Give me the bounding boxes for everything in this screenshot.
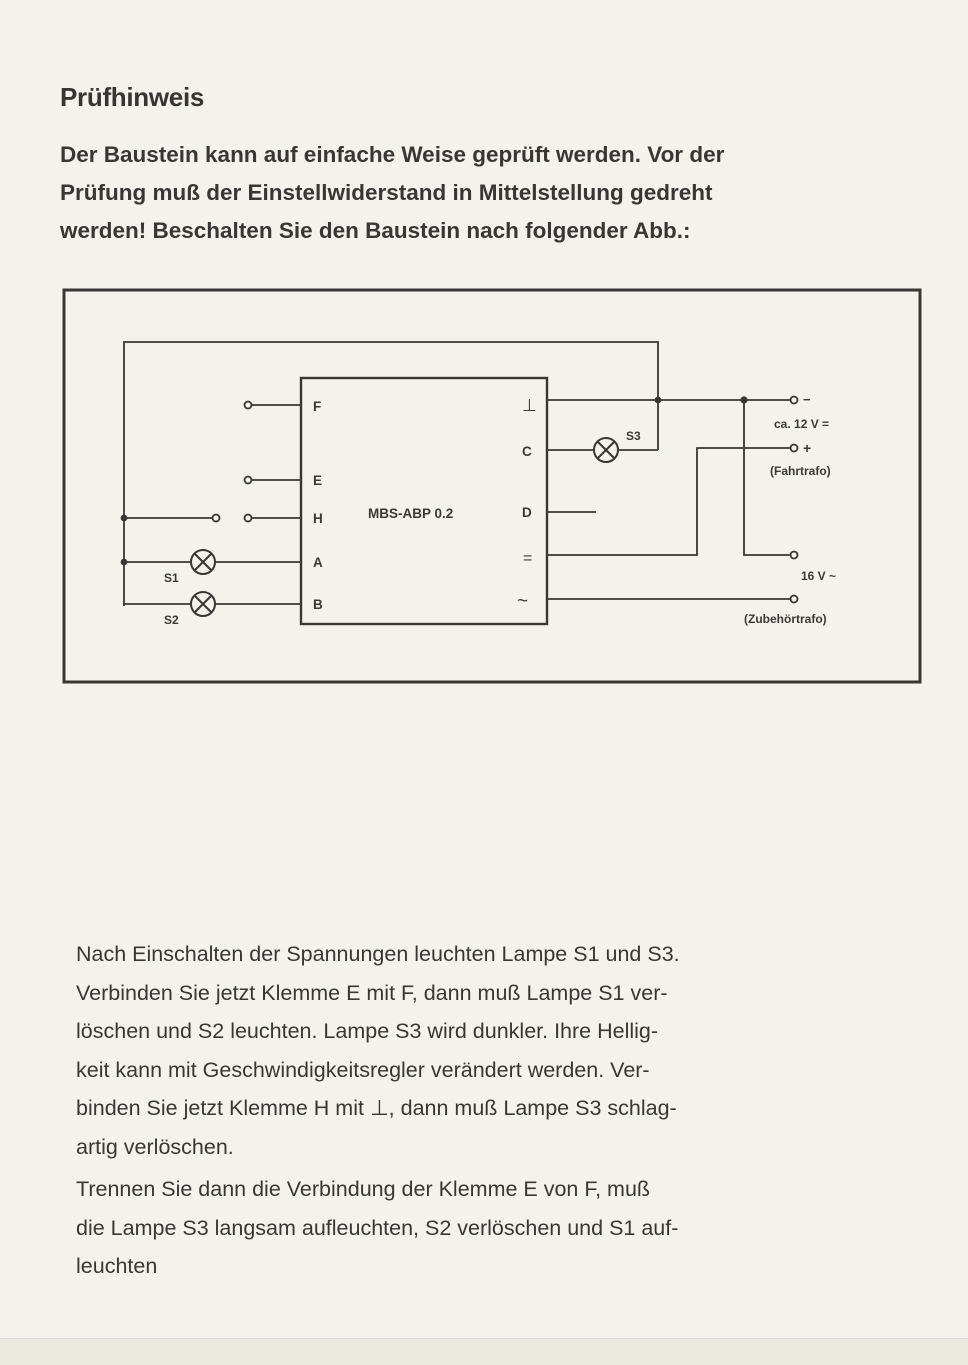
- lamp-s2-icon: [191, 592, 215, 616]
- text-line: löschen und S2 leuchten. Lampe S3 wird dunkler. Ihre Hellig-: [76, 1019, 659, 1043]
- terminal-label-c: C: [522, 444, 532, 459]
- terminal-label-ground: ⊥: [522, 396, 537, 415]
- text-line: binden Sie jetzt Klemme H mit ⊥, dann muß Lampe S3 schlag-: [76, 1096, 677, 1120]
- text-line: keit kann mit Geschwindigkeitsregler verändert werden. Ver-: [76, 1057, 650, 1082]
- intro-line: werden! Beschalten Sie den Baustein nach folgender Abb.:: [60, 218, 691, 243]
- supply-12v-note: (Fahrtrafo): [770, 464, 831, 478]
- terminal-f-post: [245, 402, 252, 409]
- supply-plus-post: [791, 445, 798, 452]
- intro-line: Prüfung muß der Einstellwiderstand in Mittelstellung gedreht: [60, 180, 713, 205]
- lamp-s1-icon: [191, 550, 215, 574]
- terminal-label-b: B: [313, 597, 323, 612]
- wire-plus: [547, 448, 790, 555]
- supply-minus-post: [791, 397, 798, 404]
- terminal-label-ac: ~: [517, 591, 529, 612]
- lamp-s3-icon: [594, 438, 618, 462]
- terminal-label-h: H: [313, 511, 323, 526]
- supply-12v-label: ca. 12 V =: [774, 417, 830, 431]
- supply-minus-label: −: [803, 392, 811, 407]
- module-box: [301, 378, 547, 624]
- test-instructions: [76, 935, 936, 1286]
- page-bottom-edge: [0, 1338, 968, 1365]
- junction-dot: [121, 515, 128, 522]
- supply-16v-note: (Zubehörtrafo): [744, 612, 827, 626]
- paragraph-1: [76, 935, 936, 1166]
- lamp-label-s3: S3: [626, 429, 641, 443]
- intro-line: Der Baustein kann auf einfache Weise geprüft werden. Vor der: [60, 142, 725, 167]
- text-line: Trennen Sie dann die Verbindung der Klemme E von F, muß: [76, 1177, 651, 1201]
- lamp-label-s2: S2: [164, 613, 179, 627]
- terminal-e-post: [245, 477, 252, 484]
- text-line: leuchten: [76, 1254, 158, 1278]
- terminal-h-post: [245, 515, 252, 522]
- terminal-label-a: A: [313, 555, 323, 570]
- text-line: die Lampe S3 langsam aufleuchten, S2 verlöschen und S1 auf-: [76, 1215, 679, 1240]
- terminal-label-d: D: [522, 505, 532, 520]
- lamp-label-s1: S1: [164, 571, 179, 585]
- paragraph-2: [76, 1170, 936, 1286]
- junction-dot: [121, 559, 128, 566]
- text-line: Nach Einschalten der Spannungen leuchten Lampe S1 und S3.: [76, 942, 680, 966]
- module-label: MBS-ABP 0.2: [368, 506, 454, 521]
- page-heading: Prüfhinweis: [60, 82, 205, 112]
- junction-dot: [655, 397, 662, 404]
- bus-open-post: [213, 515, 220, 522]
- terminal-label-dc: =: [523, 550, 533, 567]
- supply-16v-label: 16 V ~: [801, 569, 837, 583]
- supply-16v-post-2: [791, 596, 798, 603]
- supply-16v-post-1: [791, 552, 798, 559]
- junction-dot: [740, 396, 747, 403]
- text-line: artig verlöschen.: [76, 1134, 234, 1159]
- terminal-label-e: E: [313, 473, 323, 488]
- text-line: Verbinden Sie jetzt Klemme E mit F, dann muß Lampe S1 ver-: [76, 980, 668, 1005]
- wire-top-loop: [124, 342, 658, 606]
- terminal-label-f: F: [313, 399, 322, 414]
- supply-plus-label: +: [803, 440, 812, 456]
